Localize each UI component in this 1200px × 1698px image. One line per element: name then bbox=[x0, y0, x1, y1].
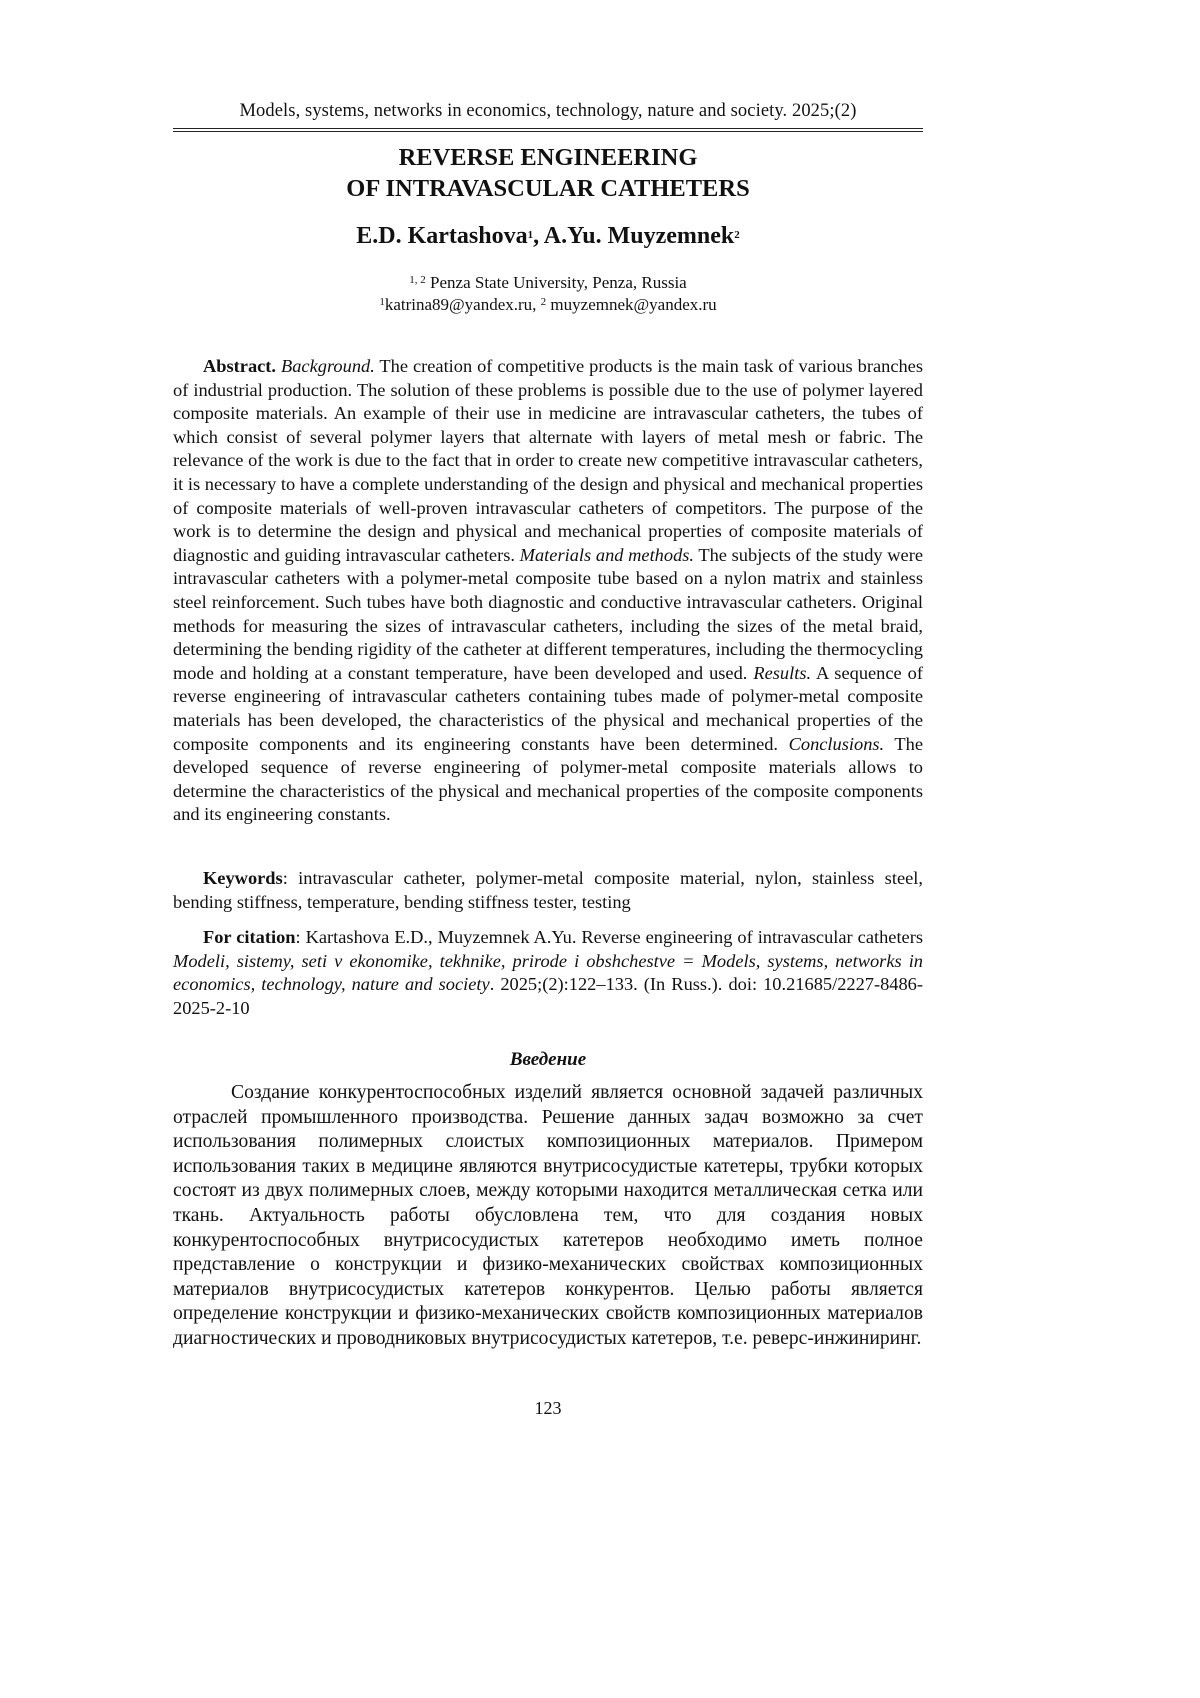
title-line-1: REVERSE ENGINEERING bbox=[398, 144, 698, 171]
methods-text: The subjects of the study were intravascular catheters with a polymer-metal composite tube based on a nylon matrix and stainless steel reinforcement. Such tubes have both diagnostic and conductive intravascular catheters. Original methods for measuring the sizes of intravascular catheters, including the sizes of the metal braid, determining the bending rigidity of the catheter at different temperatures, including the thermocycling mode and holding at a constant temperature, have been developed and used. bbox=[173, 544, 923, 683]
section-heading: Введение bbox=[509, 1049, 587, 1070]
email-1: katrina89@yandex.ru, bbox=[384, 295, 541, 314]
author-2: A.Yu. Muyzemnek bbox=[543, 223, 735, 249]
author-1-affil-mark: 1 bbox=[527, 229, 534, 241]
author-list bbox=[173, 223, 923, 250]
email-2-mark: 2 bbox=[540, 296, 547, 308]
results-label: Results. bbox=[753, 662, 812, 683]
citation-text-2: . 2025;(2):122–133. (In Russ.). doi: 10.21685/2227-8486-2025-2-10 bbox=[173, 974, 923, 1018]
abstract bbox=[173, 355, 923, 827]
affiliation-marks: 1, 2 bbox=[409, 274, 426, 286]
author-separator: , bbox=[533, 223, 544, 249]
methods-label: Materials and methods. bbox=[519, 544, 695, 565]
title-line-2: OF INTRAVASCULAR CATHETERS bbox=[346, 175, 750, 202]
citation-label: For citation bbox=[203, 927, 296, 947]
background-text: The creation of competitive products is the main task of various branches of industrial production. The solution of these problems is possible due to the use of polymer layered composite materials. An example of their use in medicine are intravascular catheters, the tubes of which consist of several polymer layers that alternate with layers of metal mesh or fabric. The relevance of the work is due to the fact that in order to create new competitive intravascular catheters, it is necessary to have a complete understanding of the design and physical and mechanical properties of composite materials of well-proven intravascular catheters of competitors. The purpose of the work is to determine the design and physical and mechanical properties of composite materials of diagnostic and guiding intravascular catheters. bbox=[173, 356, 923, 565]
page-number: 123 bbox=[534, 1398, 562, 1418]
citation bbox=[173, 926, 923, 1020]
keywords-label: Keywords bbox=[203, 868, 283, 888]
running-header: Models, systems, networks in economics, technology, nature and society. 2025;(2) bbox=[239, 101, 857, 121]
abstract-label: Abstract. bbox=[203, 356, 277, 376]
email-1-mark: 1 bbox=[379, 296, 385, 308]
email-2: muyzemnek@yandex.ru bbox=[546, 295, 717, 314]
author-1: E.D. Kartashova bbox=[356, 223, 528, 249]
background-label: Background. bbox=[281, 356, 375, 376]
keywords bbox=[173, 867, 923, 914]
citation-text-1: : Kartashova E.D., Muyzemnek A.Yu. Reverse engineering of intravascular catheters bbox=[295, 927, 924, 947]
affiliation-block bbox=[173, 272, 923, 316]
section-body: Создание конкурентоспособных изделий является основной задачей различных отраслей промышленного производства. Решение данных задач возможно за счет использования полимерных слоистых композиционных материалов. Примером использования таких в медицине являются внутрисосудистые катетеры, трубки которых состоят из двух полимерных слоев, между которыми находится металлическая сетка или ткань. Актуальность работы обусловлена тем, что для создания новых конкурентоспособных внутрисосудистых катетеров необходимо иметь полное представление о конструкции и физико-механических свойствах композиционных материалов внутрисосудистых катетеров конкурентов. Целью работы является определение конструкции и физико-механических свойств композиционных материалов диагностических и проводниковых внутрисосудистых катетеров, т.е. реверс-инжиниринг. bbox=[173, 1082, 923, 1349]
email-line bbox=[173, 294, 923, 316]
author-2-affil-mark: 2 bbox=[734, 229, 740, 241]
citation-journal: Modeli, sistemy, seti v ekonomike, tekhnike, prirode i obshchestve = Models, systems, networks in economics, technology, nature and society bbox=[173, 950, 923, 995]
keywords-text: : intravascular catheter, polymer-metal composite material, nylon, stainless steel, bending stiffness, temperature, bending stiffness tester, testing bbox=[173, 868, 923, 912]
results-text: A sequence of reverse engineering of intravascular catheters containing tubes made of polymer-metal composite materials has been developed, the characteristics of the physical and mechanical properties of the composite components and its engineering constants have been determined. bbox=[173, 662, 923, 754]
affiliation-text: Penza State University, Penza, Russia bbox=[425, 273, 687, 292]
article-title bbox=[173, 142, 923, 204]
affiliation-line bbox=[173, 272, 923, 294]
conclusions-label: Conclusions. bbox=[788, 733, 885, 754]
header-double-rule bbox=[173, 128, 923, 132]
conclusions-text: The developed sequence of reverse engineering of polymer-metal composite materials allows to determine the characteristics of the physical and mechanical properties of the composite components and its engineering constants. bbox=[173, 733, 923, 825]
